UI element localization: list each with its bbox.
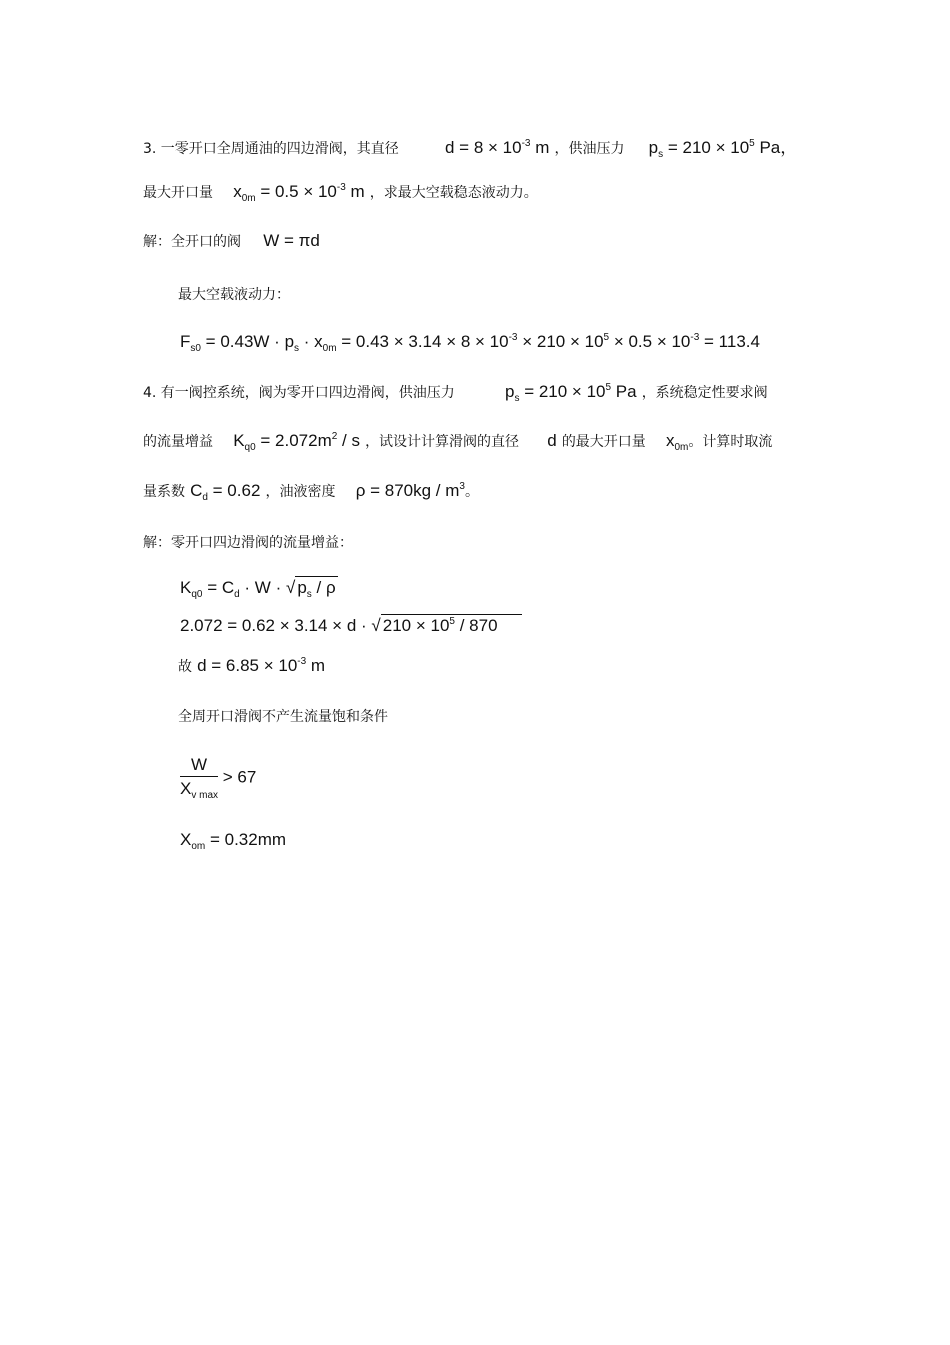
p3-line2: 最大开口量 $x_{0m} = 0.5 \times 10^{-3}$ m ，求最大空载稳态液动力。 (143, 182, 538, 204)
p3-line1: 3. 一零开口全周通油的四边滑阀，其直径 $d = 8 \times 10^{-3}$ m ，供油压力 $p_s = 210 \times 10^5$ Pa， (143, 138, 798, 160)
p4-flow-gain: $K_{q0} = 2.072m^2 / s$ (233, 431, 360, 453)
sqrt-sign: √ $p_s$ / ρ (285, 578, 336, 600)
p4-saturation-condition: 全周开口滑阀不产生流量饱和条件 (178, 709, 388, 725)
p4-supply-pressure: $p_s = 210 \times 10^5$ Pa (505, 382, 637, 404)
p3-force-equation: $F_{s0} = 0.43W \cdot p_s \cdot x_{0m} = 0.43 \times 3.14 \times 8 \times 10^{-3} \times 210 \times 10^5 \times 0.5 \times 10^{-3} = 113.4$ (180, 332, 760, 354)
p3-area-gradient: W = πd (263, 231, 320, 250)
sqrt-sign: √ $210 \times 10^5 / 870$ (371, 614, 521, 636)
p4-substitution-equation: 2.072 = 0.62 × 3.14 × d · √ $210 \times 10^5 / 870$ (180, 614, 522, 636)
p4-solution-heading: 解：零开口四边滑阀的流量增益： (143, 535, 353, 551)
p4-max-opening-result: $X_{om} = 0.32mm$ (180, 830, 287, 852)
p4-flow-coefficient: $C_d = 0.62$ (190, 481, 261, 503)
p4-line1: 4. 有一阀控系统，阀为零开口四边滑阀，供油压力 $p_s = 210 \times 10^5$ Pa ，系统稳定性要求阀 (143, 382, 768, 404)
fraction: $\frac{W}{X_{v max}}$ (180, 755, 219, 801)
p3-max-opening: $x_{0m} = 0.5 \times 10^{-3}$ m (233, 182, 365, 204)
p4-diameter-result: 故 $d = 6.85 \times 10^{-3}$ m (178, 656, 326, 675)
p4-saturation-inequality: $\frac{W}{X_{v max}}$ > 67 (180, 755, 257, 801)
p4-gain-equation: $K_{q0} = C_d \cdot W$ · √ $p_s$ / ρ (180, 578, 336, 600)
p3-diameter-formula: $d = 8 \times 10^{-3}$ m (445, 138, 550, 157)
p3-supply-pressure: $p_s = 210 \times 10^5$ Pa， (648, 138, 798, 160)
p4-oil-density: $\rho = 870kg / m^3$ (355, 481, 465, 500)
p3-solution-line: 解：全开口的阀 W = πd (143, 231, 320, 250)
p3-force-heading: 最大空载液动力： (178, 287, 290, 303)
p3-line1-text: 3. 一零开口全周通油的四边滑阀，其直径 (143, 141, 399, 157)
p4-line2: 的流量增益 $K_{q0} = 2.072m^2 / s$ ，试设计计算滑阀的直径 d 的最大开口量 $x_{0m}$。计算时取流 (143, 431, 773, 453)
p4-line3: 量系数 $C_d = 0.62$ ，油液密度 $\rho = 870kg / m^3$。 (143, 481, 479, 503)
